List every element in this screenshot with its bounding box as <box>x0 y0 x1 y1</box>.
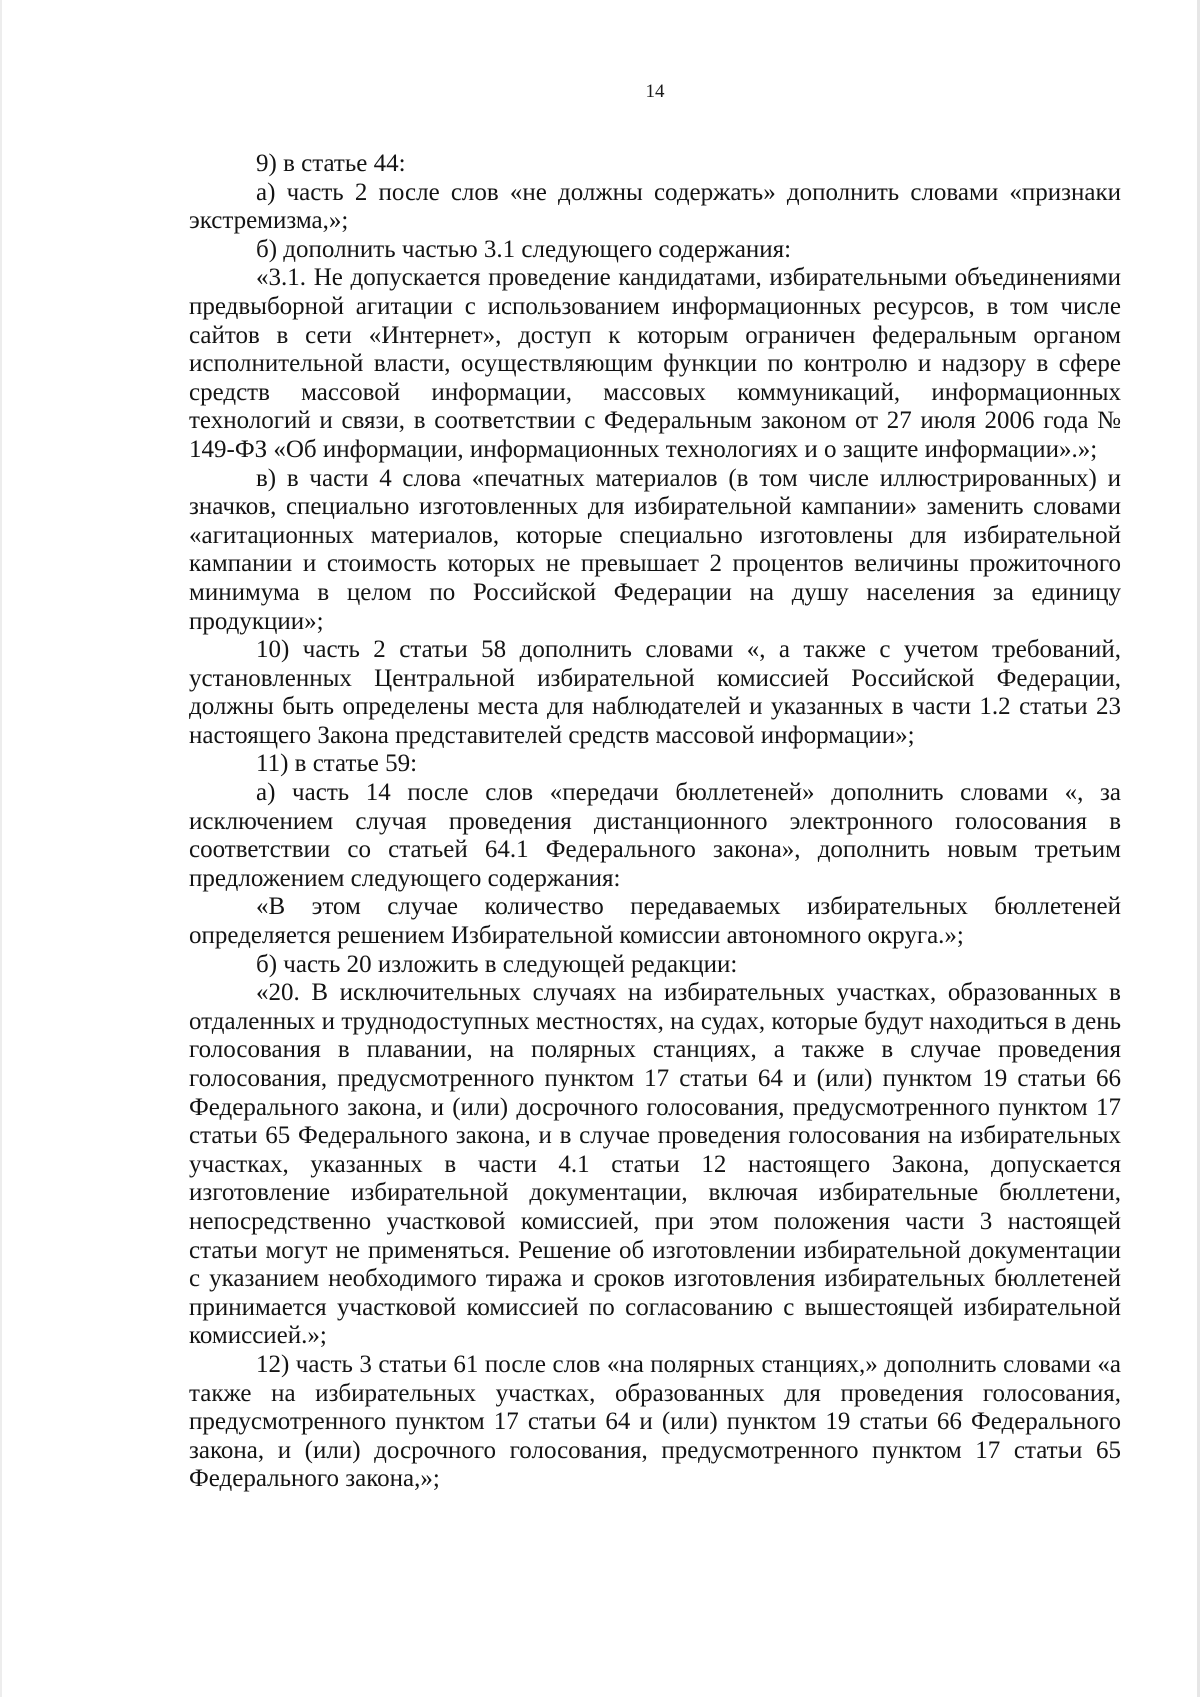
paragraph-item-9b: б) дополнить частью 3.1 следующего содержания: <box>256 235 792 263</box>
paragraph-item-11: 11) в статье 59: <box>256 750 418 778</box>
paragraph-item-9: 9) в статье 44: <box>256 150 406 177</box>
paragraph-item-11a: а) часть 14 после слов «передачи бюллетеней» дополнить словами «, за исключением случая проведения дистанционного электронного голосования в соответствии со статьей 64.1 Федерального закона», дополнить новым третьим предложением следующего содержания: <box>189 779 1121 892</box>
paragraph-item-9a: а) часть 2 после слов «не должны содержать» дополнить словами «признаки экстремизма,»; <box>189 178 1121 235</box>
paragraph-quote-v-etom-sluchae: «В этом случае количество передаваемых избирательных бюллетеней определяется решением Избирательной комиссии автономного округа.»; <box>189 893 1121 950</box>
paragraph-item-9v: в) в части 4 слова «печатных материалов (в том числе иллюстрированных) и значков, специально изготовленных для избирательной кампании» заменить словами «агитационных материалов, которые специально изготовлены для избирательной кампании и стоимость которых не превышает 2 процентов величины прожиточного минимума в целом по Российской Федерации на душу населения за единицу продукции»; <box>189 464 1121 635</box>
paragraph-item-10: 10) часть 2 статьи 58 дополнить словами «, а также с учетом требований, установленных Центральной избирательной комиссией Российской Федерации, должны быть определены места для наблюдателей и указанных в части 1.2 статьи 23 настоящего Закона представителей средств массовой информации»; <box>189 636 1121 749</box>
paragraph-part-3-1: «3.1. Не допускается проведение кандидатами, избирательными объединениями предвыборной агитации с использованием информационных ресурсов, в том числе сайтов в сети «Интернет», доступ к которым ограничен федеральным органом исполнительной власти, осуществляющим функции по контролю и надзору в сфере средств массовой информации, массовых коммуникаций, информационных технологий и связи, в соответствии с Федеральным законом от 27 июля 2006 года № 149-ФЗ «Об информации, информационных технологиях и о защите информации».»; <box>189 264 1121 463</box>
page-number: 14 <box>645 81 665 102</box>
document-body <box>189 150 1121 1494</box>
scan-left-edge <box>0 0 2 1697</box>
paragraph-item-12: 12) часть 3 статьи 61 после слов «на полярных станциях,» дополнить словами «а также на избирательных участках, образованных для проведения голосования, предусмотренного пунктом 17 статьи 64 и (или) пунктом 19 статьи 66 Федерального закона, и (или) досрочного голосования, предусмотренного пунктом 17 статьи 65 Федерального закона,»; <box>189 1350 1121 1493</box>
paragraph-item-11b: б) часть 20 изложить в следующей редакции: <box>256 950 738 978</box>
paragraph-part-20: «20. В исключительных случаях на избирательных участках, образованных в отдаленных и труднодоступных местностях, на судах, которые будут находиться в день голосования в плавании, на полярных станциях, а также в случае проведения голосования, предусмотренного пунктом 17 статьи 64 и (или) пунктом 19 статьи 66 Федерального закона, и (или) досрочного голосования, предусмотренного пунктом 17 статьи 65 Федерального закона, и в случае проведения голосования на избирательных участках, указанных в части 4.1 статьи 12 настоящего Закона, допускается изготовление избирательной документации, включая избирательные бюллетени, непосредственно участковой комиссией, при этом положения части 3 настоящей статьи могут не применяться. Решение об изготовлении избирательной документации с указанием необходимого тиража и сроков изготовления избирательных бюллетеней принимается участковой комиссией по согласованию с вышестоящей избирательной комиссией.»; <box>189 979 1121 1350</box>
